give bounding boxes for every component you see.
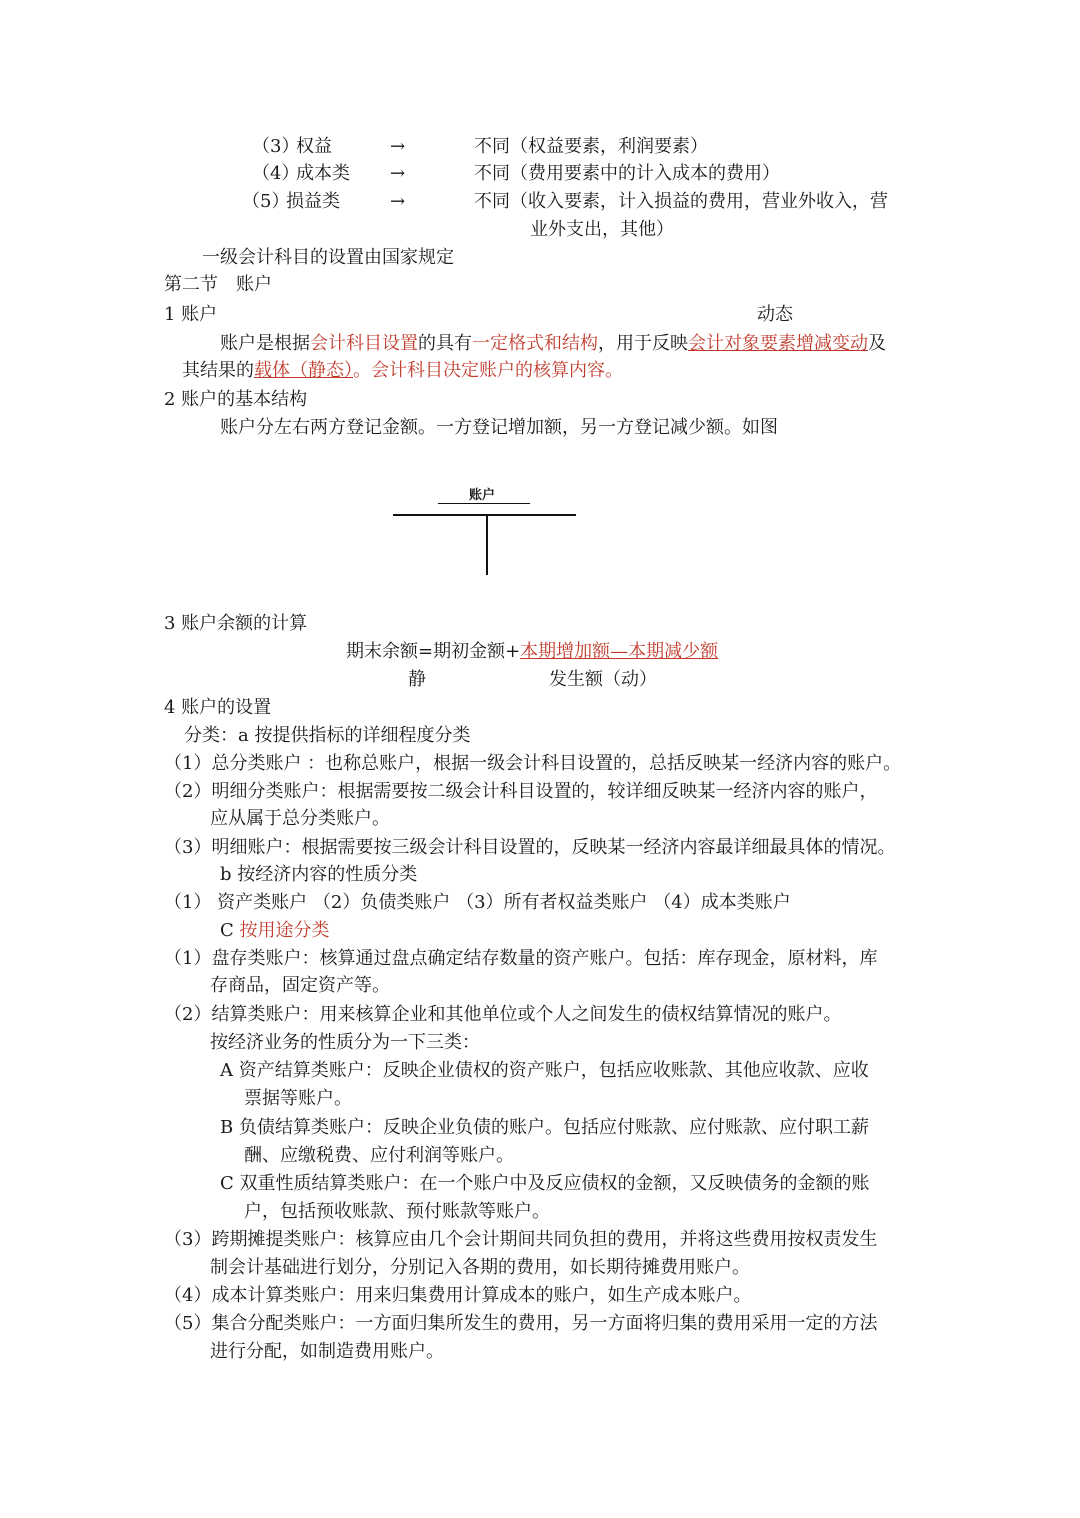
sub-item-cont: 户，包括预收账款、预付账款等账户。 [244,1201,550,1222]
list-item-cont: 进行分配，如制造费用账户。 [210,1341,444,1362]
account-definition [220,331,886,357]
list-item-cont: 存商品，固定资产等。 [210,975,390,996]
list-item: （1）盘存类账户：核算通过盘点确定结存数量的资产账户。包括：库存现金，原材料，库 [164,948,878,969]
section-heading: 第二节 账户 [164,274,272,295]
list-item: （4）成本计算类账户：用来归集费用计算成本的账户，如生产成本账户。 [164,1285,752,1306]
t-account-horizontal [393,514,576,516]
cat-name: 权益 [296,136,332,157]
cat-num: （4） [252,163,300,184]
s1-title: 1 账户 [164,304,218,325]
class-b-heading: b 按经济内容的性质分类 [220,864,418,885]
sub-item: B 负债结算类账户：反映企业负债的账户。包括应付账款、应付账款、应付职工薪 [220,1117,869,1138]
list-item: （5）集合分配类账户：一方面归集所发生的费用，另一方面将归集的费用采用一定的方法 [164,1313,878,1334]
c-heading-text: 按用途分类 [239,920,330,941]
s2-title: 2 账户的基本结构 [164,389,308,410]
list-item-cont: 按经济业务的性质分为一下三类： [210,1032,480,1053]
def-text: ，用于反映 [598,333,688,354]
t-account-title-line [438,503,530,504]
cat-num: （5） [242,191,290,212]
formula-text: 期末余额=期初金额+ [346,641,521,662]
account-definition-cont [182,358,623,384]
dynamic-label: 发生额（动） [549,669,657,690]
def-highlight: 。会计科目决定账户的核算内容。 [353,360,623,381]
def-highlight: 一定格式和结构 [472,333,598,354]
sub-item: A 资产结算类账户：反映企业债权的资产账户，包括应收账款、其他应收款、应收 [220,1060,869,1081]
cat-desc-cont: 业外支出，其他） [530,219,674,240]
balance-formula [346,639,718,665]
list-item: （3）明细账户：根据需要按三级会计科目设置的，反映某一经济内容最详细最具体的情况。 [164,837,896,858]
list-item: （1）总分类账户 ：也称总账户，根据一级会计科目设置的，总括反映某一经济内容的账户。 [164,753,902,774]
list-item-cont: 应从属于总分类账户。 [210,808,390,829]
list-item: （2）明细分类账户：根据需要按二级会计科目设置的，较详细反映某一经济内容的账户， [164,781,878,802]
def-highlight: 会计科目设置 [310,333,418,354]
arrow-right-icon: → [390,191,406,212]
def-highlight: 会计对象要素增减变动 [688,333,868,354]
list-item: （1） 资产类账户 （2）负债类账户 （3）所有者权益类账户 （4）成本类账户 [164,892,791,913]
class-a-heading: 分类：a 按提供指标的详细程度分类 [184,725,471,746]
def-text: 及 [868,333,886,354]
list-item: （2）结算类账户：用来核算企业和其他单位或个人之间发生的债权结算情况的账户。 [164,1004,842,1025]
c-letter: C [220,920,240,941]
dynamic-note: 动态 [757,304,793,325]
formula-highlight: 本期增加额—本期减少额 [520,641,719,662]
rule-note: 一级会计科目的设置由国家规定 [202,247,454,268]
cat-desc: 不同（费用要素中的计入成本的费用） [474,163,780,184]
def-text: 的具有 [418,333,472,354]
static-label: 静 [408,669,426,690]
t-account-vertical [486,514,488,575]
list-item: （3）跨期摊提类账户：核算应由几个会计期间共同负担的费用，并将这些费用按权责发生 [164,1229,878,1250]
sub-item-cont: 酬、应缴税费、应付利润等账户。 [244,1145,514,1166]
cat-name: 损益类 [286,191,340,212]
cat-name: 成本类 [296,163,350,184]
sub-item-cont: 票据等账户。 [244,1088,352,1109]
arrow-right-icon: → [390,163,406,184]
def-text: 账户是根据 [220,333,310,354]
s2-text: 账户分左右两方登记金额。一方登记增加额，另一方登记减少额。如图 [220,417,778,438]
t-account-title: 账户 [469,488,496,503]
arrow-right-icon: → [390,136,406,157]
cat-num: （3） [252,136,300,157]
class-c-heading [220,918,330,944]
def-highlight: 载体（静态） [254,360,353,381]
sub-item: C 双重性质结算类账户：在一个账户中及反应债权的金额，又反映债务的金额的账 [220,1173,870,1194]
list-item-cont: 制会计基础进行划分，分别记入各期的费用，如长期待摊费用账户。 [210,1257,750,1278]
cat-desc: 不同（收入要素，计入损益的费用，营业外收入，营 [474,191,888,212]
def-text: 其结果的 [182,360,254,381]
s4-title: 4 账户的设置 [164,697,272,718]
s3-title: 3 账户余额的计算 [164,613,308,634]
cat-desc: 不同（权益要素，利润要素） [474,136,708,157]
